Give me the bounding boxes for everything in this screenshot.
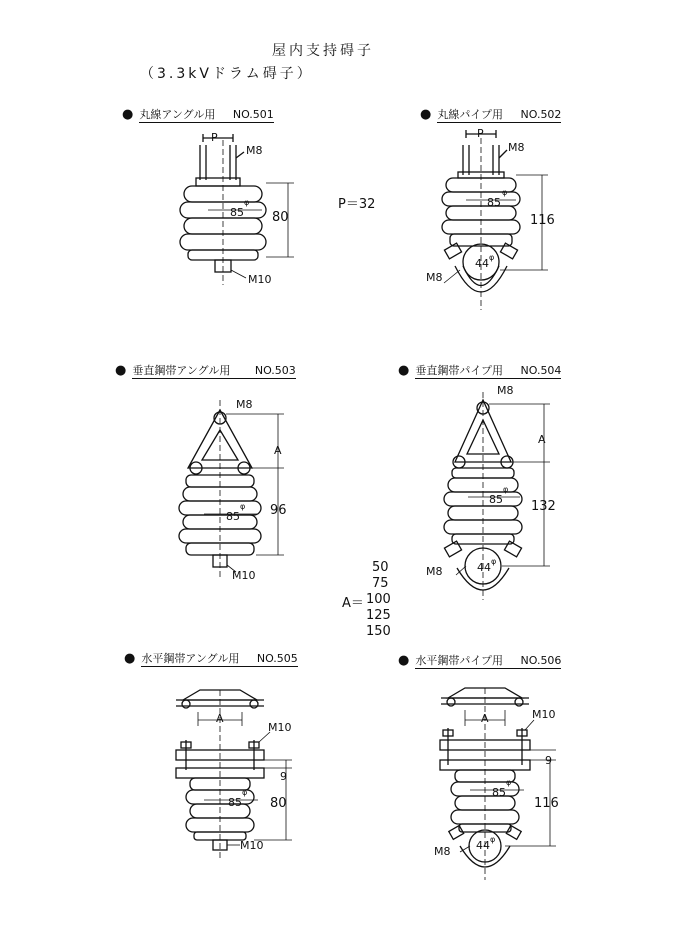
part-number: NO.502 xyxy=(520,108,562,121)
part-name: 垂直鋼帯パイプ用 xyxy=(415,364,504,377)
page-subtitle: （3.3kVドラム碍子） xyxy=(140,66,314,82)
part-number: NO.506 xyxy=(520,654,562,667)
drawing-505 xyxy=(176,690,292,858)
dim-bolt-505: M10 xyxy=(268,721,292,734)
dim-bolt-506: M10 xyxy=(532,708,556,721)
dim-phi-503: φ xyxy=(240,502,246,511)
bullet: ● xyxy=(115,363,127,378)
part-number: NO.505 xyxy=(256,652,298,665)
dim-phi-501: φ xyxy=(244,198,250,207)
part-number: NO.504 xyxy=(520,364,562,377)
dim-dia-504: 85 xyxy=(489,493,503,506)
dim-height-501: 80 xyxy=(272,210,289,225)
dim-phi-506: φ xyxy=(506,778,512,787)
dim-clamp-502: M8 xyxy=(426,271,443,284)
dim-base-503: M10 xyxy=(232,569,256,582)
a-value-2: 75 xyxy=(372,576,389,591)
dim-phi2-504: φ xyxy=(491,557,497,566)
part-number: NO.503 xyxy=(254,364,296,377)
dim-phi-502: φ xyxy=(502,188,508,197)
part-name: 丸線パイプ用 xyxy=(437,108,504,121)
dim-base-505: M10 xyxy=(240,839,264,852)
dim-dia-505: 85 xyxy=(228,796,242,809)
a-label: A＝ xyxy=(342,596,364,611)
dim-height-502: 116 xyxy=(530,213,555,228)
dim-a-504: A xyxy=(538,433,546,446)
dim-height-504: 132 xyxy=(531,499,556,514)
dim-a-505: A xyxy=(216,712,224,725)
dim-pipe-502: 44 xyxy=(475,257,489,270)
dim-p-501: P xyxy=(211,131,218,144)
a-value-5: 150 xyxy=(366,624,391,639)
dim-bolt-503: M8 xyxy=(236,398,253,411)
drawing-503 xyxy=(179,400,284,580)
a-value-3: 100 xyxy=(366,592,391,607)
part-name: 水平鋼帯パイプ用 xyxy=(415,654,504,667)
bullet: ● xyxy=(122,107,134,122)
dim-bolt-502: M8 xyxy=(508,141,525,154)
part-name: 水平鋼帯アングル用 xyxy=(141,652,240,665)
page-title: 屋内支持碍子 xyxy=(272,43,374,59)
dim-pipe-506: 44 xyxy=(476,839,490,852)
p-value: P＝32 xyxy=(338,197,376,212)
dim-height-505: 80 xyxy=(270,796,287,811)
dim-p-502: P xyxy=(477,127,484,140)
bullet: ● xyxy=(398,363,410,378)
dim-base-501: M10 xyxy=(248,273,272,286)
dim-clamp-506: M8 xyxy=(434,845,451,858)
dim-bolt-501: M8 xyxy=(246,144,263,157)
dim-height-506: 116 xyxy=(534,796,559,811)
a-value-1: 50 xyxy=(372,560,389,575)
part-name: 垂直鋼帯アングル用 xyxy=(132,364,231,377)
dim-a-503: A xyxy=(274,444,282,457)
dim-a-506: A xyxy=(481,712,489,725)
dim-phi2-502: φ xyxy=(489,253,495,262)
dim-phi-505: φ xyxy=(242,788,248,797)
dim-clamp-504: M8 xyxy=(426,565,443,578)
dim-phi-504: φ xyxy=(503,485,509,494)
dim-dia-501: 85 xyxy=(230,206,244,219)
dim-dia-506: 85 xyxy=(492,786,506,799)
bullet: ● xyxy=(398,653,410,668)
dim-phi2-506: φ xyxy=(490,835,496,844)
dim-dia-503: 85 xyxy=(226,510,240,523)
dim-pipe-504: 44 xyxy=(477,561,491,574)
dim-gap-506: 9 xyxy=(545,754,552,767)
bullet: ● xyxy=(124,651,136,666)
dim-dia-502: 85 xyxy=(487,196,501,209)
a-value-4: 125 xyxy=(366,608,391,623)
part-name: 丸線アングル用 xyxy=(139,108,216,121)
dim-height-503: 96 xyxy=(270,503,287,518)
dim-bolt-504: M8 xyxy=(497,384,514,397)
dim-gap-505: 9 xyxy=(280,770,287,783)
bullet: ● xyxy=(420,107,432,122)
part-number: NO.501 xyxy=(232,108,274,121)
